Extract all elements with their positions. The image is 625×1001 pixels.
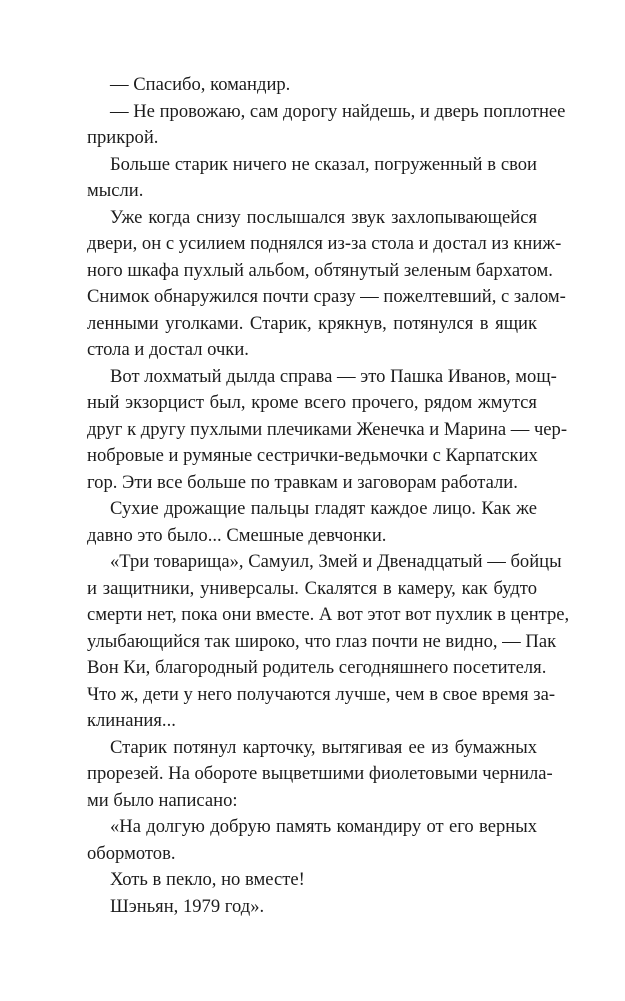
text-line: нобровые и румяные сестрички-ведьмочки с Карпатских — [87, 445, 538, 466]
text-line: друг к другу пухлыми плечиками Женечка и Марина — чер- — [87, 418, 568, 440]
text-line: ленными уголками. Старик, крякнув, потянулся в ящик — [87, 312, 537, 334]
text-line: обормотов. — [87, 842, 176, 864]
text-line: давно это было... Смешные девчонки. — [87, 524, 387, 546]
paragraph — [87, 99, 566, 152]
text-line: прикрой. — [87, 127, 159, 148]
text-line: ми было написано: — [87, 789, 238, 811]
paragraph — [87, 867, 537, 894]
text-line: клинания... — [87, 710, 176, 731]
text-line: Вон Ки, благородный родитель сегодняшнего посетителя. — [87, 657, 547, 678]
text-line: мысли. — [87, 180, 144, 201]
text-line: Что ж, дети у него получаются лучше, чем в свое время за- — [87, 683, 556, 705]
text-line: смерти нет, пока они вместе. А вот этот вот пухлик в центре, — [87, 604, 570, 625]
paragraph — [87, 814, 537, 867]
text-line: прорезей. На обороте выцветшими фиолетовыми чернила- — [87, 763, 553, 784]
text-line: ного шкафа пухлый альбом, обтянутый зеленым бархатом. — [87, 259, 553, 281]
text-line: Старик потянул карточку, вытягивая ее из бумажных — [110, 736, 537, 758]
text-line: и защитники, универсалы. Скалятся в камеру, как будто — [87, 577, 537, 599]
paragraph — [87, 735, 553, 815]
paragraph — [87, 894, 537, 921]
text-line: двери, он с усилием поднялся из-за стола и достал из книж- — [87, 233, 562, 254]
text-line: — Не провожаю, сам дорогу найдешь, и дверь поплотнее — [110, 100, 566, 122]
paragraph — [87, 549, 570, 735]
text-line: ный экзорцист был, кроме всего прочего, рядом жмутся — [87, 392, 537, 413]
text-line: Больше старик ничего не сказал, погруженный в свои — [110, 153, 537, 175]
paragraph — [87, 205, 566, 364]
text-line: «На долгую добрую память командиру от его верных — [110, 816, 537, 837]
text-line: стола и достал очки. — [87, 339, 249, 360]
text-line: гор. Эти все больше по травкам и заговорам работали. — [87, 471, 518, 493]
paragraph — [87, 496, 537, 549]
text-line: — Спасибо, командир. — [110, 74, 291, 95]
body-text — [87, 72, 570, 920]
paragraph — [87, 364, 568, 497]
text-line: Сухие дрожащие пальцы гладят каждое лицо. Как же — [110, 498, 537, 519]
text-line: Шэньян, 1979 год». — [110, 895, 265, 917]
text-line: улыбающийся так широко, что глаз почти не видно, — Пак — [87, 630, 557, 652]
paragraph — [87, 72, 537, 99]
text-line: Уже когда снизу послышался звук захлопывающейся — [110, 206, 537, 228]
text-line: Хоть в пекло, но вместе! — [110, 869, 305, 890]
text-line: Вот лохматый дылда справа — это Пашка Иванов, мощ- — [110, 365, 557, 387]
paragraph — [87, 152, 537, 205]
text-line: «Три товарища», Самуил, Змей и Двенадцатый — бойцы — [110, 551, 562, 572]
text-line: Снимок обнаружился почти сразу — пожелтевший, с залом- — [87, 286, 566, 307]
